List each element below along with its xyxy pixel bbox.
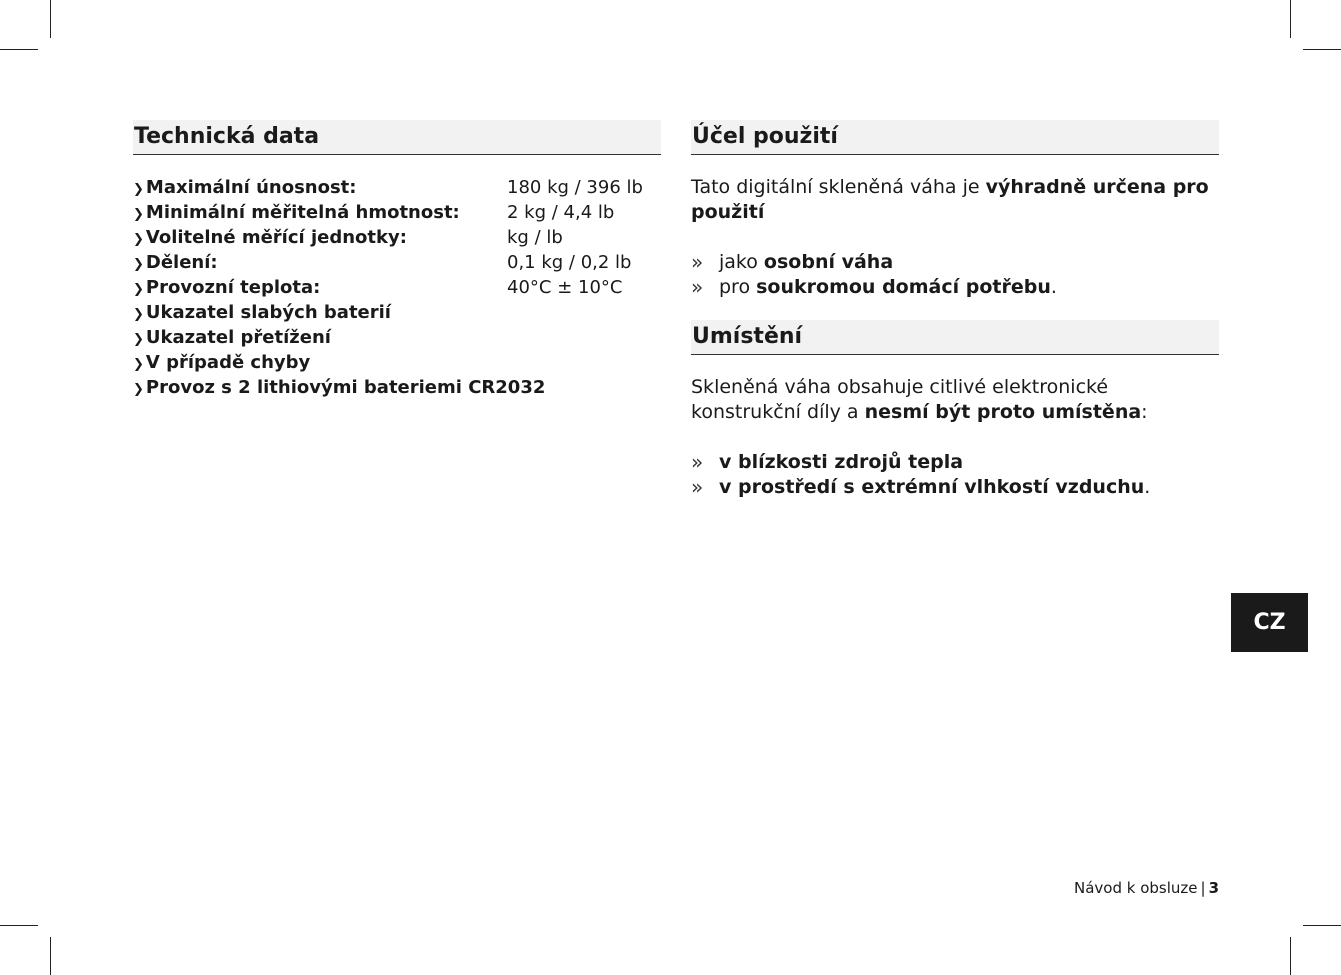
crop-mark <box>50 937 51 975</box>
spec-label: Ukazatel slabých baterií <box>145 302 391 323</box>
double-chevron-right-icon: » <box>691 250 704 274</box>
spec-row <box>133 300 661 325</box>
crop-mark <box>50 0 51 38</box>
spec-row <box>133 350 661 375</box>
crop-mark <box>0 925 38 926</box>
spec-label: Maximální únosnost: <box>145 177 357 198</box>
placement-intro: Skleněná váha obsahuje citlivé elektronické konstrukční díly a nesmí být proto umístěna: <box>691 376 1148 423</box>
chevron-right-icon: ❯ <box>133 357 144 372</box>
chevron-right-icon: ❯ <box>133 207 144 222</box>
chevron-right-icon: ❯ <box>133 382 144 397</box>
footer-separator: | <box>1200 879 1206 897</box>
spec-value: 2 kg / 4,4 lb <box>507 202 615 223</box>
spec-row <box>133 200 661 225</box>
spec-label: Provoz s 2 lithiovými bateriemi CR2032 <box>145 377 546 398</box>
spec-label: Dělení: <box>145 252 218 273</box>
chevron-right-icon: ❯ <box>133 332 144 347</box>
double-chevron-right-icon: » <box>691 475 704 499</box>
crop-mark <box>0 49 38 50</box>
crop-mark <box>1290 937 1291 975</box>
list-item: » v blízkosti zdrojů tepla <box>691 450 964 474</box>
double-chevron-right-icon: » <box>691 275 704 299</box>
right-column <box>691 120 1219 500</box>
spec-label: V případě chyby <box>145 352 311 373</box>
language-tab: CZ <box>1231 593 1308 652</box>
technical-data-section <box>133 120 661 400</box>
chevron-right-icon: ❯ <box>133 282 144 297</box>
placement-list <box>691 450 1219 500</box>
spec-row <box>133 175 661 200</box>
spec-row <box>133 375 661 400</box>
crop-mark <box>1303 49 1341 50</box>
spec-row <box>133 325 661 350</box>
crop-mark <box>1303 925 1341 926</box>
spec-label: Provozní teplota: <box>145 277 321 298</box>
list-item: » v prostředí s extrémní vlhkostí vzduchu. <box>691 475 1151 499</box>
spec-value: 0,1 kg / 0,2 lb <box>507 252 632 273</box>
crop-mark <box>1290 0 1291 38</box>
section-title-technical: Technická data <box>133 120 661 155</box>
footer-label: Návod k obsluze <box>1073 879 1198 897</box>
chevron-right-icon: ❯ <box>133 257 144 272</box>
spec-value: 180 kg / 396 lb <box>507 177 643 198</box>
spec-value: 40°C ± 10°C <box>507 277 623 298</box>
double-chevron-right-icon: » <box>691 450 704 474</box>
page-footer <box>1074 879 1219 897</box>
page-number: 3 <box>1208 879 1219 897</box>
chevron-right-icon: ❯ <box>133 232 144 247</box>
spec-label: Minimální měřitelná hmotnost: <box>145 202 460 223</box>
purpose-list <box>691 250 1219 300</box>
spec-row <box>133 250 661 275</box>
spec-label: Ukazatel přetížení <box>145 327 331 348</box>
list-item: » jako osobní váha <box>691 250 894 274</box>
spec-value: kg / lb <box>507 227 563 248</box>
purpose-intro: Tato digitální skleněná váha je výhradně určena pro použití <box>691 176 1209 223</box>
spec-label: Volitelné měřící jednotky: <box>145 227 407 248</box>
section-title-placement: Umístění <box>691 320 1219 355</box>
chevron-right-icon: ❯ <box>133 307 144 322</box>
list-item: » pro soukromou domácí potřebu. <box>691 275 1057 299</box>
spec-row <box>133 275 661 300</box>
spec-list <box>133 175 661 400</box>
spec-row <box>133 225 661 250</box>
section-title-purpose: Účel použití <box>691 120 1219 155</box>
chevron-right-icon: ❯ <box>133 182 144 197</box>
